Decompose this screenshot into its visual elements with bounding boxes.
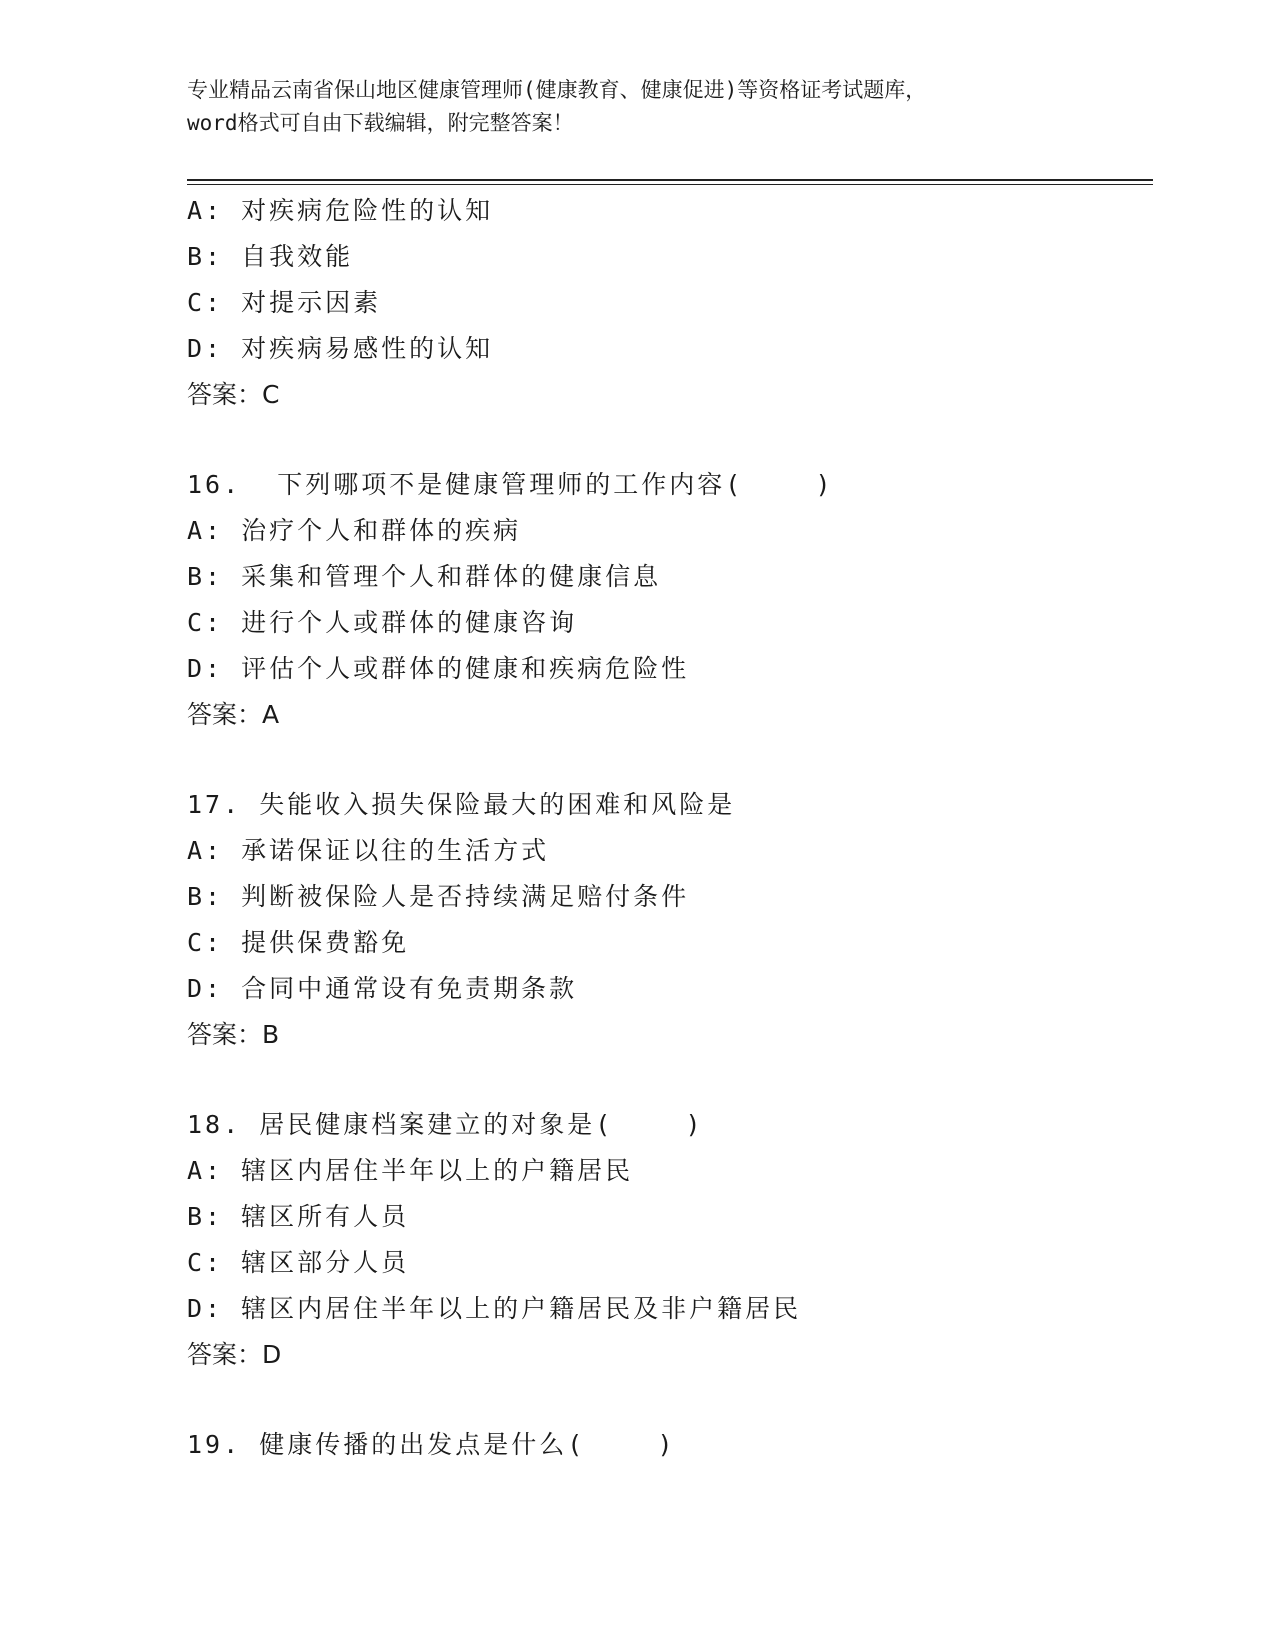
question-text: 17. 失能收入损失保险最大的困难和风险是 (187, 790, 736, 819)
document-header (187, 74, 1087, 140)
option-c: C: 提供保费豁免 (187, 928, 410, 957)
question-list (187, 188, 1147, 1468)
option-a: A: 治疗个人和群体的疾病 (187, 516, 522, 545)
header-rule-thick (187, 179, 1153, 181)
option-a: A: 对疾病危险性的认知 (187, 196, 494, 225)
question-text: 18. 居民健康档案建立的对象是( ) (187, 1110, 704, 1139)
question-block-18 (187, 1102, 1147, 1378)
option-b: B: 判断被保险人是否持续满足赔付条件 (187, 882, 690, 911)
option-b: B: 辖区所有人员 (187, 1202, 410, 1231)
question-block-15 (187, 188, 1147, 418)
option-b: B: 自我效能 (187, 242, 354, 271)
header-line-2: word格式可自由下载编辑，附完整答案！ (187, 111, 574, 135)
spacer (187, 418, 1147, 462)
question-text: 16. 下列哪项不是健康管理师的工作内容( ) (187, 470, 834, 499)
option-c: C: 辖区部分人员 (187, 1248, 410, 1277)
option-d: D: 合同中通常设有免责期条款 (187, 974, 578, 1003)
question-text: 19. 健康传播的出发点是什么( ) (187, 1430, 676, 1459)
spacer (187, 1378, 1147, 1422)
header-line-1: 专业精品云南省保山地区健康管理师(健康教育、健康促进)等资格证考试题库， (187, 78, 927, 102)
option-c: C: 进行个人或群体的健康咨询 (187, 608, 578, 637)
answer-text: 答案：B (187, 1020, 280, 1049)
question-block-19 (187, 1422, 1147, 1468)
option-d: D: 辖区内居住半年以上的户籍居民及非户籍居民 (187, 1294, 802, 1323)
spacer (187, 738, 1147, 782)
spacer (187, 1058, 1147, 1102)
answer-text: 答案：A (187, 700, 280, 729)
answer-text: 答案：D (187, 1340, 282, 1369)
question-block-17 (187, 782, 1147, 1058)
option-a: A: 承诺保证以往的生活方式 (187, 836, 550, 865)
option-a: A: 辖区内居住半年以上的户籍居民 (187, 1156, 634, 1185)
option-c: C: 对提示因素 (187, 288, 382, 317)
header-rule-thin (187, 184, 1153, 185)
option-d: D: 对疾病易感性的认知 (187, 334, 494, 363)
question-block-16 (187, 462, 1147, 738)
option-b: B: 采集和管理个人和群体的健康信息 (187, 562, 662, 591)
answer-text: 答案：C (187, 380, 280, 409)
option-d: D: 评估个人或群体的健康和疾病危险性 (187, 654, 690, 683)
